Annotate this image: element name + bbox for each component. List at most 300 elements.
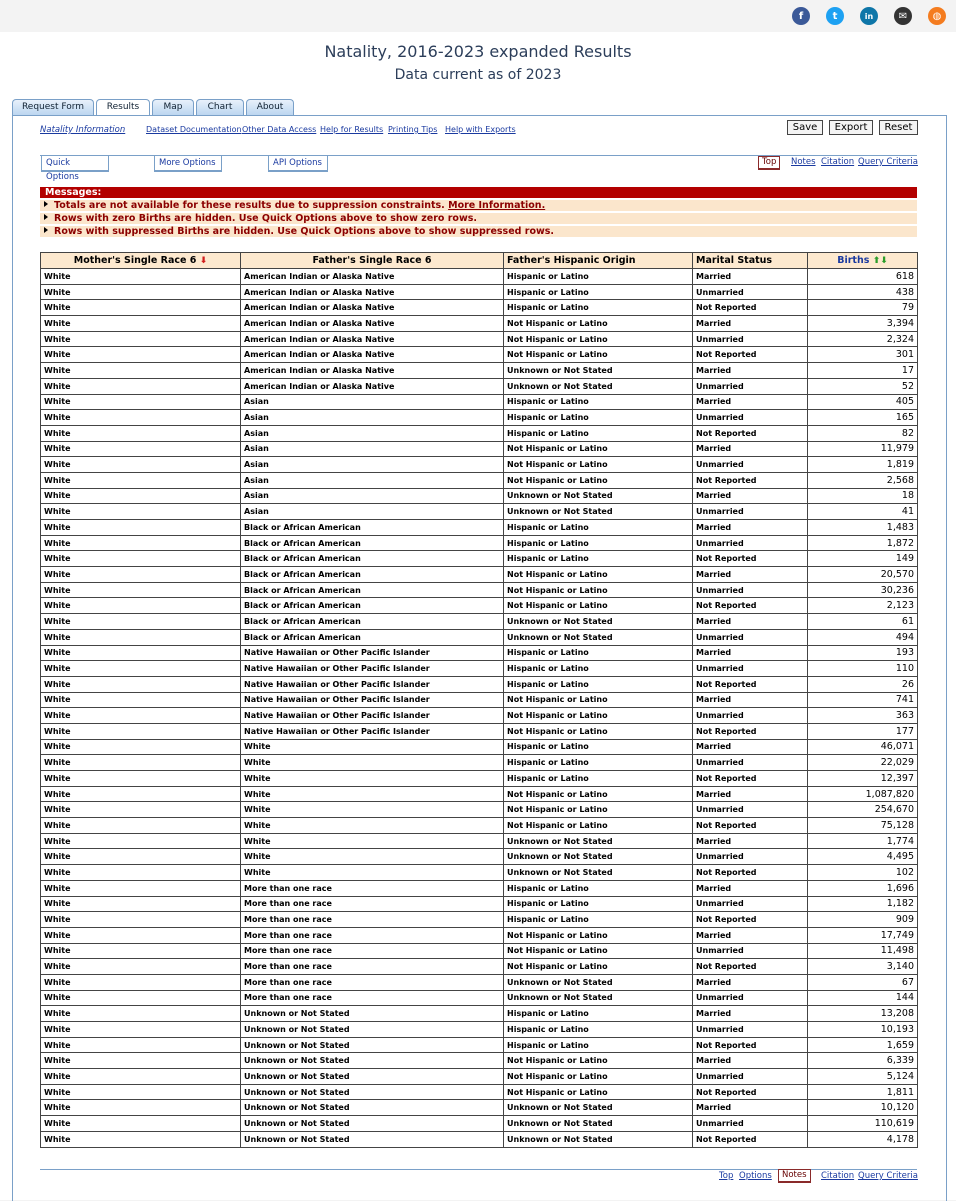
cell-births: 75,128 — [808, 818, 918, 834]
cell-fathers-hispanic-origin: Hispanic or Latino — [504, 394, 693, 410]
cell-mothers-race: White — [41, 849, 241, 865]
cell-mothers-race: White — [41, 927, 241, 943]
table-row — [41, 802, 918, 818]
cell-fathers-race: White — [241, 802, 504, 818]
cell-marital-status: Not Reported — [693, 472, 808, 488]
cell-fathers-race: American Indian or Alaska Native — [241, 331, 504, 347]
cell-mothers-race: White — [41, 943, 241, 959]
cell-fathers-race: White — [241, 865, 504, 881]
cell-marital-status: Married — [693, 269, 808, 285]
cell-fathers-race: More than one race — [241, 943, 504, 959]
cell-fathers-race: Black or African American — [241, 535, 504, 551]
cell-fathers-hispanic-origin: Unknown or Not Stated — [504, 363, 693, 379]
cell-fathers-race: Native Hawaiian or Other Pacific Islander — [241, 661, 504, 677]
cell-fathers-hispanic-origin: Hispanic or Latino — [504, 645, 693, 661]
cell-births: 10,120 — [808, 1100, 918, 1116]
cell-fathers-race: Unknown or Not Stated — [241, 1116, 504, 1132]
cell-births: 110 — [808, 661, 918, 677]
cell-marital-status: Married — [693, 1100, 808, 1116]
cell-marital-status: Not Reported — [693, 676, 808, 692]
cell-fathers-race: More than one race — [241, 880, 504, 896]
table-row — [41, 488, 918, 504]
bullet-icon — [44, 214, 48, 220]
cell-fathers-hispanic-origin: Unknown or Not Stated — [504, 849, 693, 865]
cell-marital-status: Married — [693, 394, 808, 410]
table-row — [41, 1069, 918, 1085]
cell-fathers-hispanic-origin: Not Hispanic or Latino — [504, 802, 693, 818]
cell-marital-status: Unmarried — [693, 331, 808, 347]
cell-marital-status: Not Reported — [693, 1084, 808, 1100]
email-icon[interactable]: ✉ — [894, 7, 912, 25]
table-row — [41, 1100, 918, 1116]
cell-marital-status: Married — [693, 567, 808, 583]
cell-marital-status: Not Reported — [693, 865, 808, 881]
cell-mothers-race: White — [41, 880, 241, 896]
dataset-documentation-link[interactable]: Dataset Documentation — [146, 125, 242, 134]
cell-mothers-race: White — [41, 865, 241, 881]
table-row — [41, 974, 918, 990]
cell-births: 4,178 — [808, 1131, 918, 1147]
cell-fathers-hispanic-origin: Hispanic or Latino — [504, 1037, 693, 1053]
cell-mothers-race: White — [41, 912, 241, 928]
cell-mothers-race: White — [41, 582, 241, 598]
cell-mothers-race: White — [41, 833, 241, 849]
save-button[interactable]: Save — [787, 120, 823, 135]
cell-marital-status: Not Reported — [693, 771, 808, 787]
nav-query-criteria-link[interactable]: Query Criteria — [858, 157, 918, 167]
cell-fathers-race: Asian — [241, 394, 504, 410]
cell-mothers-race: White — [41, 645, 241, 661]
cell-marital-status: Not Reported — [693, 1037, 808, 1053]
cell-mothers-race: White — [41, 457, 241, 473]
cell-fathers-hispanic-origin: Unknown or Not Stated — [504, 629, 693, 645]
cell-marital-status: Unmarried — [693, 378, 808, 394]
cell-marital-status: Not Reported — [693, 551, 808, 567]
cell-fathers-hispanic-origin: Hispanic or Latino — [504, 520, 693, 536]
cell-mothers-race: White — [41, 676, 241, 692]
quick-options-button[interactable]: Quick Options — [41, 155, 109, 172]
cell-births: 3,140 — [808, 959, 918, 975]
printing-tips-link[interactable]: Printing Tips — [388, 125, 438, 134]
table-row — [41, 363, 918, 379]
cell-mothers-race: White — [41, 959, 241, 975]
cell-births: 17,749 — [808, 927, 918, 943]
cell-births: 11,498 — [808, 943, 918, 959]
table-row — [41, 849, 918, 865]
more-information-link[interactable]: More Information. — [448, 200, 546, 211]
cell-fathers-race: White — [241, 818, 504, 834]
cell-fathers-race: American Indian or Alaska Native — [241, 300, 504, 316]
table-row — [41, 472, 918, 488]
cell-fathers-hispanic-origin: Unknown or Not Stated — [504, 488, 693, 504]
cell-births: 1,087,820 — [808, 786, 918, 802]
table-row — [41, 723, 918, 739]
cell-mothers-race: White — [41, 363, 241, 379]
cell-fathers-race: Native Hawaiian or Other Pacific Islander — [241, 708, 504, 724]
table-row — [41, 786, 918, 802]
messages-header: Messages: — [40, 187, 917, 198]
cell-marital-status: Married — [693, 488, 808, 504]
cell-marital-status: Married — [693, 520, 808, 536]
cell-mothers-race: White — [41, 598, 241, 614]
cell-mothers-race: White — [41, 629, 241, 645]
table-row — [41, 347, 918, 363]
cell-fathers-race: Unknown or Not Stated — [241, 1006, 504, 1022]
help-with-exports-link[interactable]: Help with Exports — [445, 125, 516, 134]
table-row — [41, 535, 918, 551]
table-row — [41, 331, 918, 347]
cell-births: 2,123 — [808, 598, 918, 614]
cell-mothers-race: White — [41, 488, 241, 504]
cell-fathers-hispanic-origin: Not Hispanic or Latino — [504, 818, 693, 834]
cell-fathers-hispanic-origin: Not Hispanic or Latino — [504, 598, 693, 614]
cell-fathers-hispanic-origin: Not Hispanic or Latino — [504, 331, 693, 347]
table-row — [41, 629, 918, 645]
cell-mothers-race: White — [41, 1069, 241, 1085]
cell-fathers-hispanic-origin: Unknown or Not Stated — [504, 865, 693, 881]
cell-fathers-hispanic-origin: Not Hispanic or Latino — [504, 1069, 693, 1085]
cell-mothers-race: White — [41, 708, 241, 724]
cell-fathers-race: American Indian or Alaska Native — [241, 347, 504, 363]
table-row — [41, 880, 918, 896]
cell-fathers-race: Asian — [241, 488, 504, 504]
natality-information-link[interactable]: Natality Information — [40, 125, 126, 135]
cell-marital-status: Unmarried — [693, 457, 808, 473]
cell-mothers-race: White — [41, 284, 241, 300]
cell-marital-status: Unmarried — [693, 708, 808, 724]
table-row — [41, 708, 918, 724]
cell-fathers-race: More than one race — [241, 990, 504, 1006]
reset-button[interactable]: Reset — [879, 120, 918, 135]
cell-fathers-race: Black or African American — [241, 598, 504, 614]
cell-births: 110,619 — [808, 1116, 918, 1132]
cell-fathers-hispanic-origin: Unknown or Not Stated — [504, 378, 693, 394]
cell-births: 61 — [808, 614, 918, 630]
cell-fathers-hispanic-origin: Hispanic or Latino — [504, 661, 693, 677]
nav-top-active[interactable]: Top — [758, 156, 780, 170]
cell-fathers-hispanic-origin: Hispanic or Latino — [504, 425, 693, 441]
cell-births: 144 — [808, 990, 918, 1006]
cell-marital-status: Unmarried — [693, 943, 808, 959]
cell-marital-status: Unmarried — [693, 1116, 808, 1132]
table-header-row — [41, 253, 918, 269]
page-subtitle: Data current as of 2023 — [394, 67, 562, 83]
cell-fathers-race: American Indian or Alaska Native — [241, 378, 504, 394]
cell-fathers-hispanic-origin: Unknown or Not Stated — [504, 833, 693, 849]
cell-fathers-hispanic-origin: Not Hispanic or Latino — [504, 723, 693, 739]
basketball-icon[interactable]: ◍ — [928, 7, 946, 25]
cell-births: 1,872 — [808, 535, 918, 551]
cell-fathers-hispanic-origin: Not Hispanic or Latino — [504, 567, 693, 583]
cell-births: 2,324 — [808, 331, 918, 347]
cell-births: 26 — [808, 676, 918, 692]
cell-fathers-race: American Indian or Alaska Native — [241, 363, 504, 379]
cell-births: 41 — [808, 504, 918, 520]
facebook-icon[interactable]: f — [792, 7, 810, 25]
table-row — [41, 1116, 918, 1132]
table-row — [41, 441, 918, 457]
table-row — [41, 692, 918, 708]
cell-fathers-hispanic-origin: Hispanic or Latino — [504, 896, 693, 912]
cell-mothers-race: White — [41, 739, 241, 755]
table-row — [41, 551, 918, 567]
cell-fathers-hispanic-origin: Hispanic or Latino — [504, 410, 693, 426]
cell-marital-status: Married — [693, 1006, 808, 1022]
cell-mothers-race: White — [41, 567, 241, 583]
cell-mothers-race: White — [41, 504, 241, 520]
cell-marital-status: Unmarried — [693, 582, 808, 598]
cell-births: 102 — [808, 865, 918, 881]
cell-fathers-race: Unknown or Not Stated — [241, 1084, 504, 1100]
tab-results[interactable]: Results — [96, 99, 150, 116]
cell-births: 13,208 — [808, 1006, 918, 1022]
footer-citation-link[interactable]: Citation — [821, 1171, 855, 1181]
header-mothers-race[interactable]: Mother's Single Race 6 ⬇ — [41, 253, 241, 269]
cell-births: 4,495 — [808, 849, 918, 865]
cell-births: 301 — [808, 347, 918, 363]
cell-mothers-race: White — [41, 990, 241, 1006]
cell-marital-status: Married — [693, 833, 808, 849]
cell-mothers-race: White — [41, 818, 241, 834]
cell-marital-status: Not Reported — [693, 300, 808, 316]
cell-fathers-race: White — [241, 833, 504, 849]
table-row — [41, 269, 918, 285]
footer-top-link[interactable]: Top — [719, 1171, 734, 1181]
table-row — [41, 614, 918, 630]
cell-marital-status: Married — [693, 880, 808, 896]
cell-births: 46,071 — [808, 739, 918, 755]
cell-marital-status: Unmarried — [693, 629, 808, 645]
cell-fathers-race: Asian — [241, 472, 504, 488]
table-row — [41, 927, 918, 943]
cell-mothers-race: White — [41, 755, 241, 771]
footer-query-criteria-link[interactable]: Query Criteria — [858, 1171, 918, 1181]
cell-fathers-race: Unknown or Not Stated — [241, 1053, 504, 1069]
cell-fathers-race: More than one race — [241, 896, 504, 912]
table-body — [41, 269, 918, 1148]
cell-mothers-race: White — [41, 394, 241, 410]
cell-fathers-race: Black or African American — [241, 520, 504, 536]
cell-fathers-hispanic-origin: Not Hispanic or Latino — [504, 692, 693, 708]
cell-marital-status: Married — [693, 614, 808, 630]
table-row — [41, 316, 918, 332]
cell-fathers-hispanic-origin: Not Hispanic or Latino — [504, 457, 693, 473]
cell-fathers-hispanic-origin: Not Hispanic or Latino — [504, 582, 693, 598]
page-title: Natality, 2016-2023 expanded Results — [324, 42, 632, 61]
message-zero-rows-text: Rows with zero Births are hidden. Use Quick Options above to show zero rows. — [54, 213, 477, 224]
tab-request-form[interactable]: Request Form — [12, 99, 94, 115]
header-fathers-race[interactable]: Father's Single Race 6 — [241, 253, 504, 269]
cell-mothers-race: White — [41, 974, 241, 990]
table-row — [41, 520, 918, 536]
cell-mothers-race: White — [41, 896, 241, 912]
table-row — [41, 645, 918, 661]
sort-down-arrow-icon[interactable]: ⬇ — [199, 256, 208, 266]
cell-fathers-hispanic-origin: Hispanic or Latino — [504, 771, 693, 787]
cell-births: 10,193 — [808, 1022, 918, 1038]
cell-mothers-race: White — [41, 535, 241, 551]
table-row — [41, 598, 918, 614]
table-row — [41, 1053, 918, 1069]
twitter-icon[interactable]: t — [826, 7, 844, 25]
cell-fathers-hispanic-origin: Unknown or Not Stated — [504, 614, 693, 630]
table-row — [41, 394, 918, 410]
cell-marital-status: Not Reported — [693, 912, 808, 928]
cell-marital-status: Not Reported — [693, 347, 808, 363]
cell-births: 193 — [808, 645, 918, 661]
other-data-access-link[interactable]: Other Data Access — [242, 125, 317, 134]
help-for-results-link[interactable]: Help for Results — [320, 125, 384, 134]
table-row — [41, 284, 918, 300]
cell-fathers-hispanic-origin: Not Hispanic or Latino — [504, 1053, 693, 1069]
cell-mothers-race: White — [41, 331, 241, 347]
cell-births: 438 — [808, 284, 918, 300]
cell-mothers-race: White — [41, 300, 241, 316]
nav-notes-link[interactable]: Notes — [791, 157, 816, 167]
more-options-button[interactable]: More Options — [154, 155, 222, 172]
bullet-icon — [44, 201, 48, 207]
tab-chart[interactable]: Chart — [196, 99, 244, 115]
cell-mothers-race: White — [41, 347, 241, 363]
cell-births: 177 — [808, 723, 918, 739]
cell-fathers-race: American Indian or Alaska Native — [241, 284, 504, 300]
cell-fathers-hispanic-origin: Unknown or Not Stated — [504, 1131, 693, 1147]
cell-births: 22,029 — [808, 755, 918, 771]
cell-births: 20,570 — [808, 567, 918, 583]
cell-fathers-hispanic-origin: Not Hispanic or Latino — [504, 316, 693, 332]
table-row — [41, 378, 918, 394]
cell-births: 2,568 — [808, 472, 918, 488]
cell-marital-status: Unmarried — [693, 896, 808, 912]
cell-fathers-race: Black or African American — [241, 567, 504, 583]
header-fathers-hispanic-origin[interactable]: Father's Hispanic Origin — [504, 253, 693, 269]
table-row — [41, 755, 918, 771]
cell-births: 79 — [808, 300, 918, 316]
cell-fathers-race: Native Hawaiian or Other Pacific Islander — [241, 645, 504, 661]
cell-fathers-hispanic-origin: Unknown or Not Stated — [504, 1100, 693, 1116]
cell-fathers-hispanic-origin: Not Hispanic or Latino — [504, 347, 693, 363]
tab-map[interactable]: Map — [152, 99, 194, 115]
cell-fathers-race: Black or African American — [241, 629, 504, 645]
cell-mothers-race: White — [41, 802, 241, 818]
cell-births: 1,182 — [808, 896, 918, 912]
cell-births: 1,483 — [808, 520, 918, 536]
header-marital-status[interactable]: Marital Status — [693, 253, 808, 269]
cell-births: 11,979 — [808, 441, 918, 457]
cell-marital-status: Married — [693, 739, 808, 755]
cell-births: 17 — [808, 363, 918, 379]
nav-citation-link[interactable]: Citation — [821, 157, 855, 167]
cell-mothers-race: White — [41, 1037, 241, 1053]
cell-marital-status: Married — [693, 316, 808, 332]
table-row — [41, 425, 918, 441]
cell-births: 5,124 — [808, 1069, 918, 1085]
cell-mothers-race: White — [41, 441, 241, 457]
cell-fathers-race: Native Hawaiian or Other Pacific Islander — [241, 723, 504, 739]
cell-fathers-hispanic-origin: Not Hispanic or Latino — [504, 927, 693, 943]
cell-fathers-race: Unknown or Not Stated — [241, 1037, 504, 1053]
cell-fathers-hispanic-origin: Hispanic or Latino — [504, 676, 693, 692]
cell-marital-status: Unmarried — [693, 504, 808, 520]
cell-fathers-race: White — [241, 755, 504, 771]
cell-mothers-race: White — [41, 551, 241, 567]
cell-mothers-race: White — [41, 1116, 241, 1132]
tab-about[interactable]: About — [246, 99, 294, 115]
cell-fathers-race: Black or African American — [241, 614, 504, 630]
cell-fathers-hispanic-origin: Hispanic or Latino — [504, 1022, 693, 1038]
cell-births: 67 — [808, 974, 918, 990]
cell-fathers-hispanic-origin: Hispanic or Latino — [504, 1006, 693, 1022]
cell-fathers-race: More than one race — [241, 912, 504, 928]
table-row — [41, 865, 918, 881]
footer-options-link[interactable]: Options — [739, 1171, 772, 1181]
table-row — [41, 771, 918, 787]
cell-marital-status: Unmarried — [693, 1022, 808, 1038]
cell-marital-status: Married — [693, 692, 808, 708]
message-suppressed-rows — [40, 226, 917, 237]
cell-mothers-race: White — [41, 378, 241, 394]
cell-marital-status: Not Reported — [693, 959, 808, 975]
cell-marital-status: Not Reported — [693, 1131, 808, 1147]
header-births[interactable]: Births ⬆⬇ — [808, 253, 918, 269]
cell-births: 82 — [808, 425, 918, 441]
cell-fathers-hispanic-origin: Not Hispanic or Latino — [504, 708, 693, 724]
cell-fathers-hispanic-origin: Hispanic or Latino — [504, 284, 693, 300]
table-row — [41, 504, 918, 520]
cell-mothers-race: White — [41, 472, 241, 488]
cell-mothers-race: White — [41, 661, 241, 677]
cell-mothers-race: White — [41, 316, 241, 332]
cell-births: 165 — [808, 410, 918, 426]
cell-fathers-race: American Indian or Alaska Native — [241, 316, 504, 332]
sort-arrows-icon[interactable]: ⬆⬇ — [872, 256, 888, 266]
cell-births: 1,696 — [808, 880, 918, 896]
cell-births: 254,670 — [808, 802, 918, 818]
cell-marital-status: Unmarried — [693, 1069, 808, 1085]
cell-fathers-race: White — [241, 739, 504, 755]
share-bar — [0, 0, 956, 32]
cell-births: 1,659 — [808, 1037, 918, 1053]
cell-births: 909 — [808, 912, 918, 928]
cell-fathers-race: Black or African American — [241, 551, 504, 567]
page — [0, 32, 956, 1200]
cell-marital-status: Unmarried — [693, 802, 808, 818]
cell-mothers-race: White — [41, 771, 241, 787]
table-row — [41, 912, 918, 928]
linkedin-icon[interactable]: in — [860, 7, 878, 25]
cell-fathers-race: More than one race — [241, 974, 504, 990]
footer-notes-active[interactable]: Notes — [778, 1169, 811, 1183]
cell-fathers-race: Unknown or Not Stated — [241, 1022, 504, 1038]
cell-fathers-race: Asian — [241, 457, 504, 473]
table-row — [41, 739, 918, 755]
table-row — [41, 410, 918, 426]
cell-fathers-race: Native Hawaiian or Other Pacific Islander — [241, 676, 504, 692]
cell-marital-status: Married — [693, 441, 808, 457]
cell-marital-status: Married — [693, 645, 808, 661]
export-button[interactable]: Export — [829, 120, 873, 135]
cell-marital-status: Married — [693, 974, 808, 990]
cell-births: 1,811 — [808, 1084, 918, 1100]
api-options-button[interactable]: API Options — [268, 155, 328, 172]
cell-marital-status: Married — [693, 786, 808, 802]
cell-marital-status: Not Reported — [693, 425, 808, 441]
cell-mothers-race: White — [41, 269, 241, 285]
table-row — [41, 300, 918, 316]
cell-fathers-race: Asian — [241, 441, 504, 457]
cell-births: 30,236 — [808, 582, 918, 598]
cell-fathers-race: Asian — [241, 504, 504, 520]
